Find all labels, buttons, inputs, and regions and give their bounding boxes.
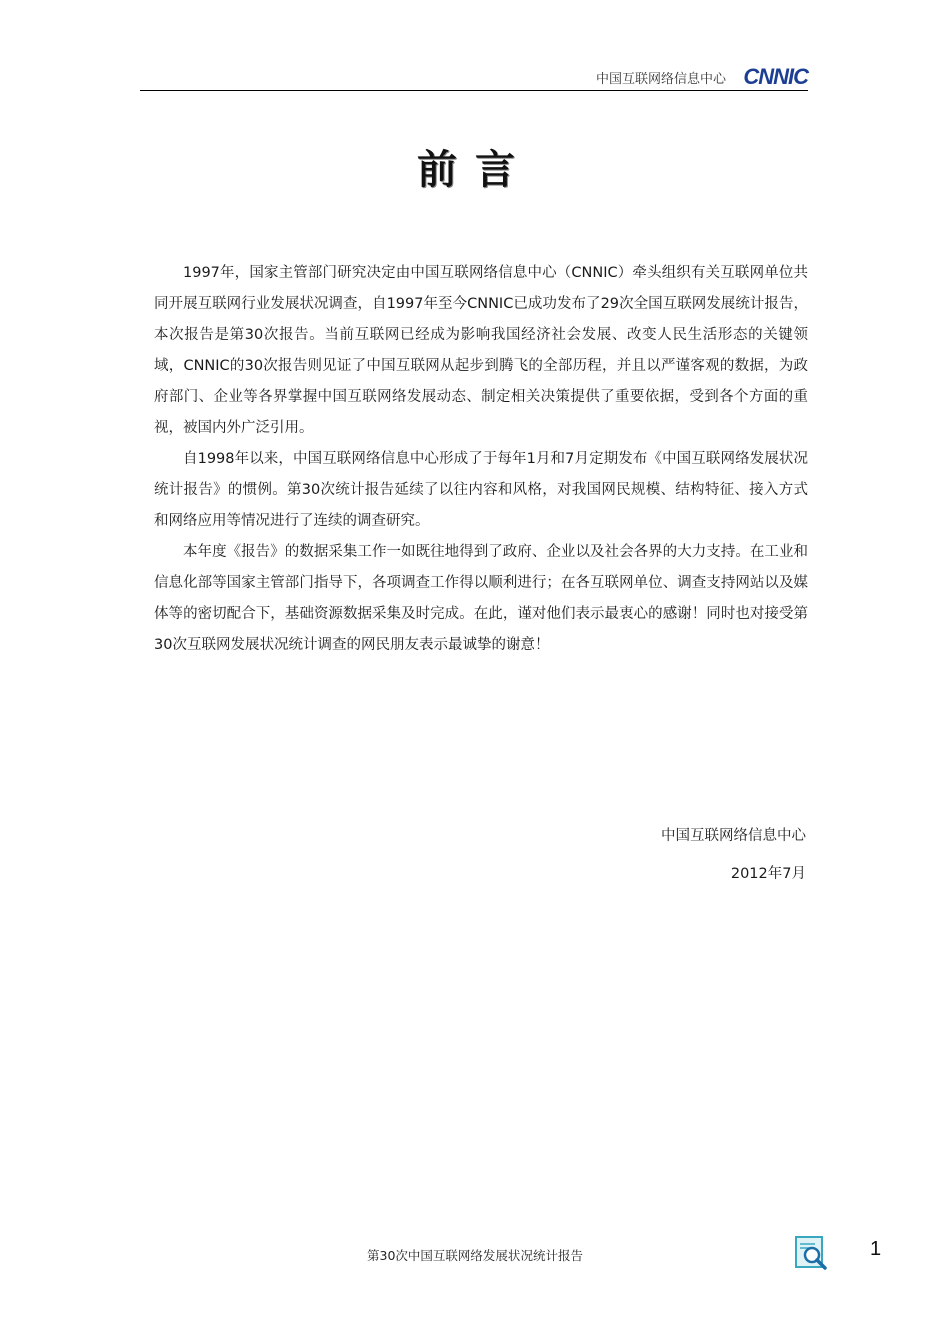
page-number: 1 (870, 1238, 882, 1260)
paragraph-3: 本年度《报告》的数据采集工作一如既往地得到了政府、企业以及社会各界的大力支持。在工业和信息化部等国家主管部门指导下，各项调查工作得以顺利进行；在各互联网单位、调查支持网站以及媒体等的密切配合下，基础资源数据采集及时完成。在此，谨对他们表示最衷心的感谢！同时也对接受第30次互联网发展状况统计调查的网民朋友表示最诚挚的谢意！ (154, 544, 808, 653)
signature-org: 中国互联网络信息中心 (661, 828, 806, 844)
page-title: 前言 (417, 147, 533, 193)
magnifier-report-icon (795, 1236, 829, 1270)
page-header (140, 62, 808, 91)
header-org-name: 中国互联网络信息中心 (595, 72, 726, 87)
preface-body (154, 258, 808, 661)
footer-report-title: 第30次中国互联网络发展状况统计报告 (367, 1248, 583, 1263)
paragraph-1: 1997年，国家主管部门研究决定由中国互联网络信息中心（CNNIC）牵头组织有关互联网单位共同开展互联网行业发展状况调查，自1997年至今CNNIC已成功发布了29次全国互联网发展统计报告，本次报告是第30次报告。当前互联网已经成为影响我国经济社会发展、改变人民生活形态的关键领域，CNNIC的30次报告则见证了中国互联网从起步到腾飞的全部历程，并且以严谨客观的数据，为政府部门、企业等各界掌握中国互联网络发展动态、制定相关决策提供了重要依据，受到各个方面的重视，被国内外广泛引用。 (154, 265, 808, 436)
signature-date: 2012年7月 (730, 866, 806, 882)
paragraph-2: 自1998年以来，中国互联网络信息中心形成了于每年1月和7月定期发布《中国互联网络发展状况统计报告》的惯例。第30次统计报告延续了以往内容和风格，对我国网民规模、结构特征、接入方式和网络应用等情况进行了连续的调查研究。 (154, 451, 808, 529)
cnnic-logo: CNNIC (743, 64, 808, 89)
